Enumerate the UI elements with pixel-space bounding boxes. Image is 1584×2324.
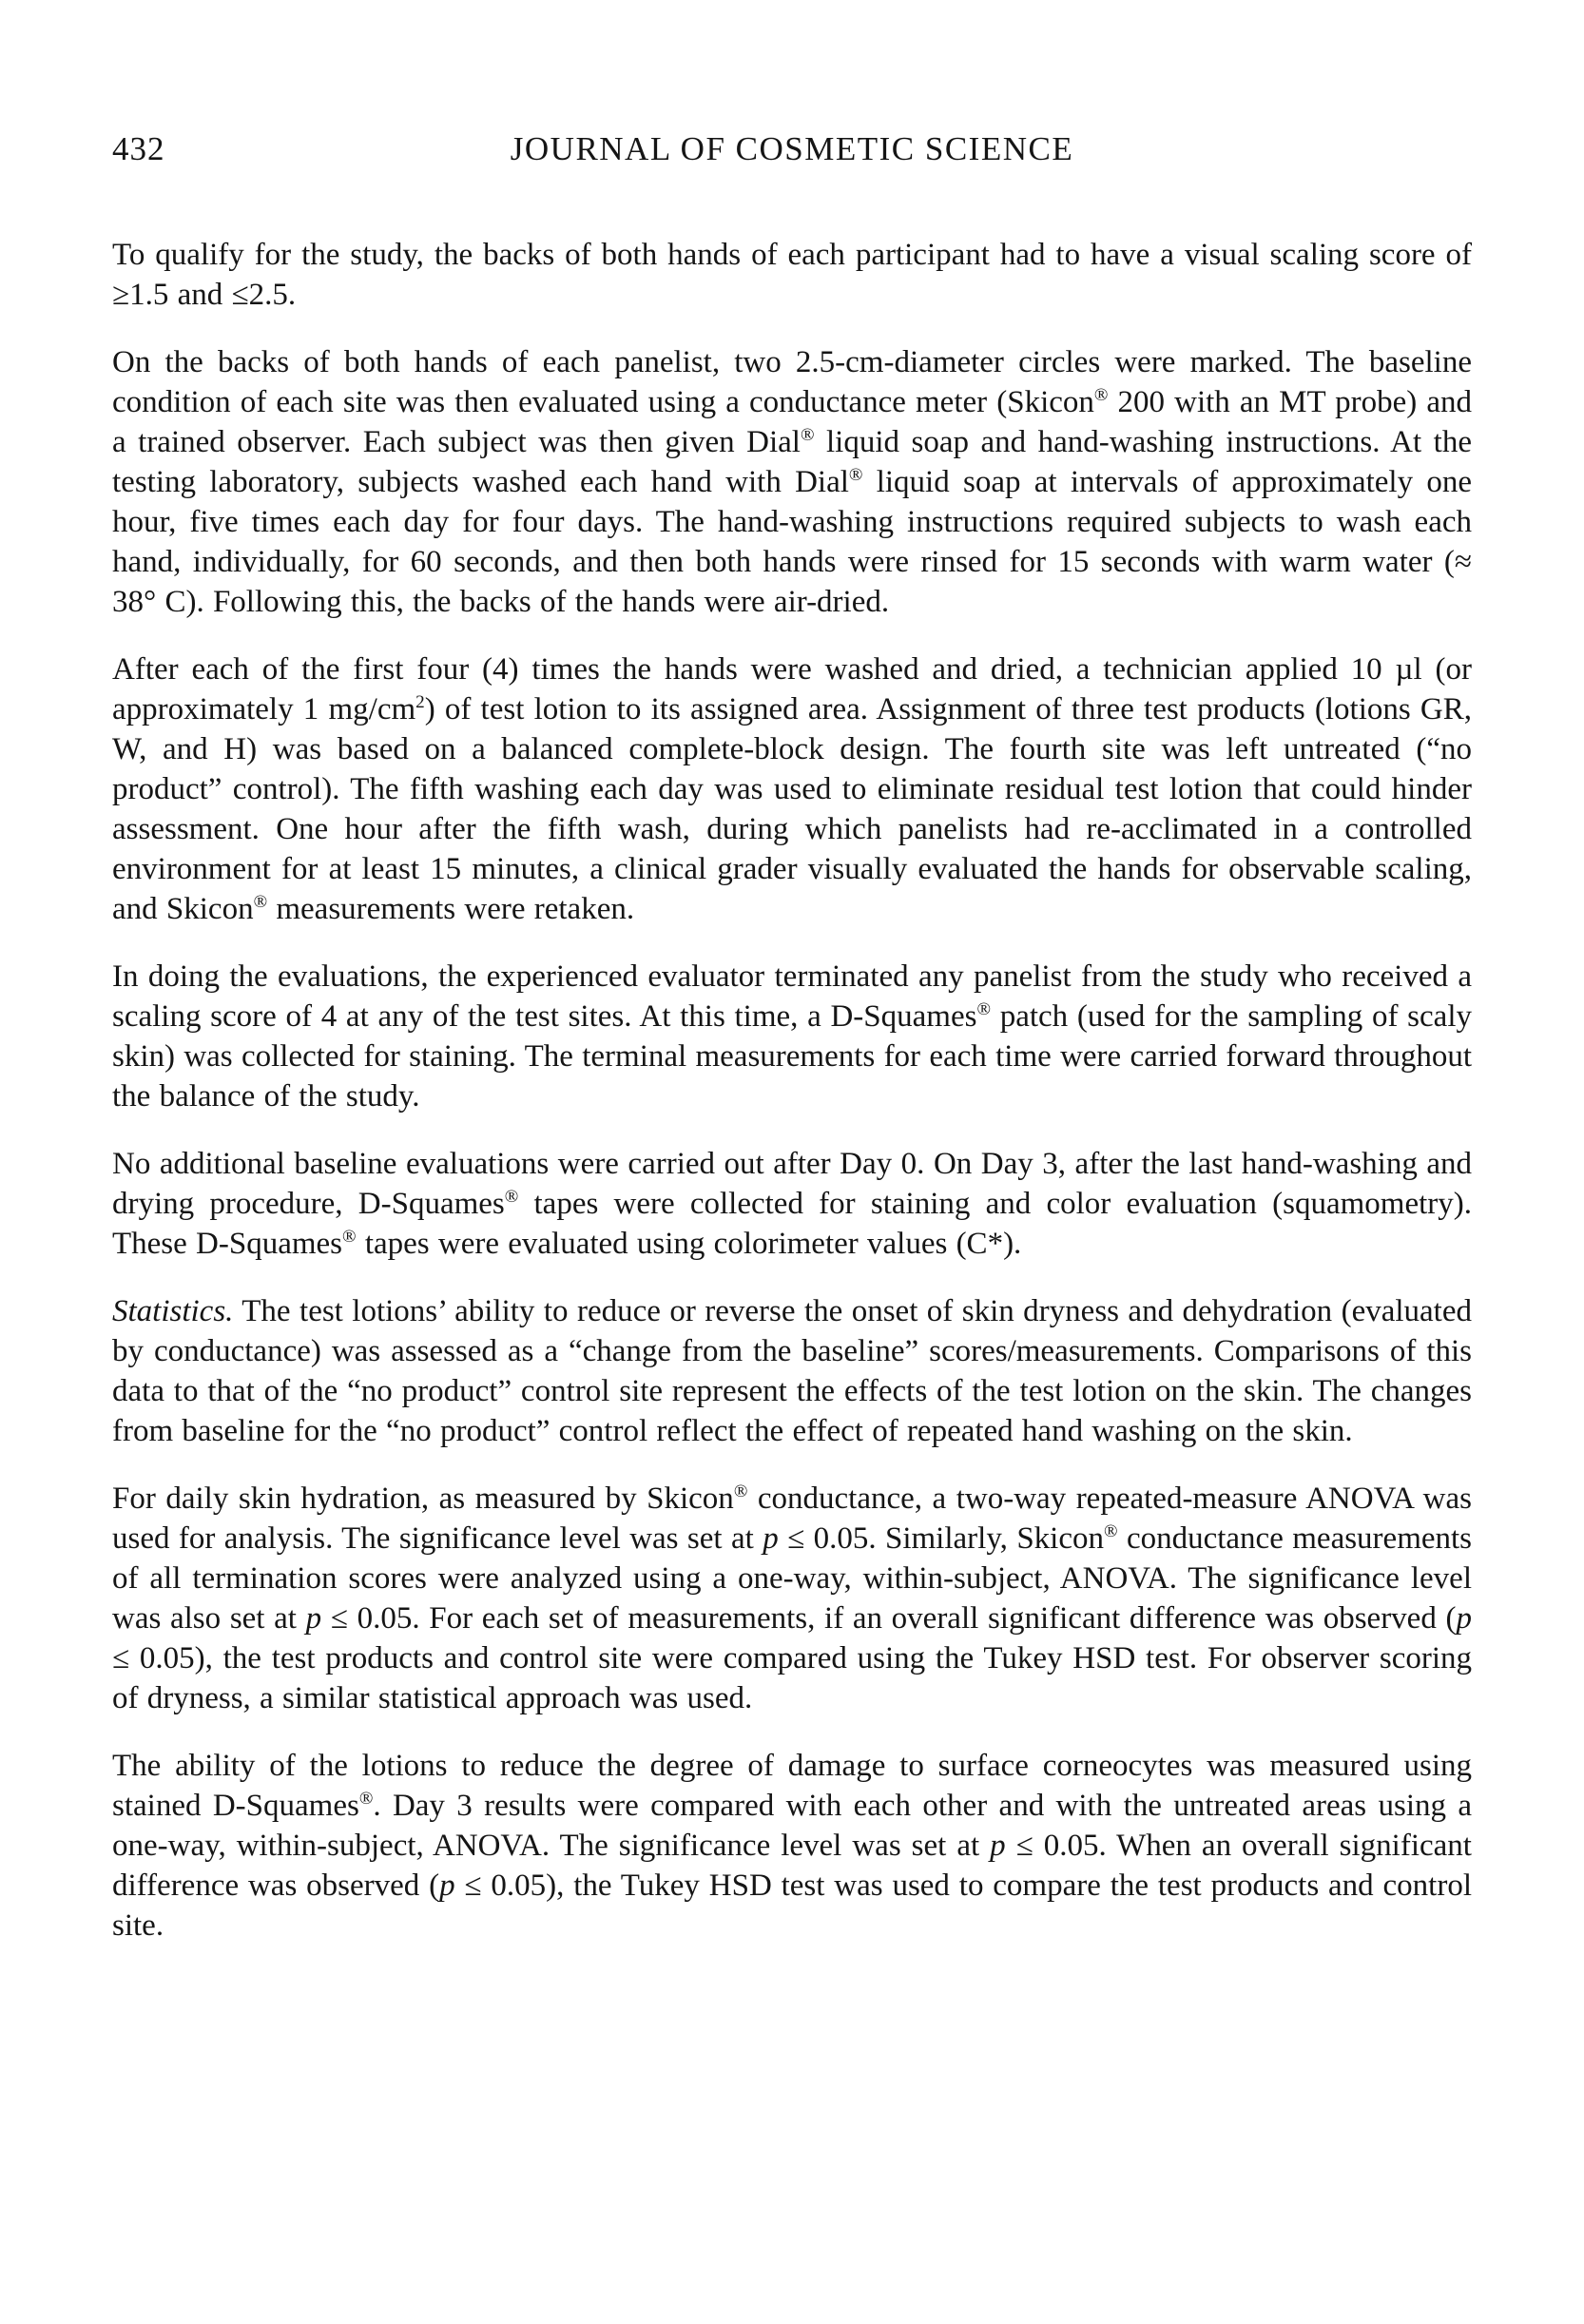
journal-title: JOURNAL OF COSMETIC SCIENCE: [510, 130, 1074, 167]
paragraph-6: Statistics. The test lotions’ ability to reduce or reverse the onset of skin dryness and dehydration (evaluated by conductance) was assessed as a “change from the baseline” scores/measurements. Comparisons of this data to that of the “no product” control site represent the effects of the test lotion on the skin. The changes from baseline for the “no product” control reflect the effect of repeated hand washing on the skin.: [112, 1294, 1472, 1448]
italic-run: Statistics.: [112, 1294, 234, 1328]
paragraph-3: After each of the first four (4) times the hands were washed and dried, a technician applied 10 µl (or approximately 1 $mg/cm^2$) of test lotion to its assigned area. Assignment of three test products (lotions GR, W, and H) was based on a balanced complete-block design. The fourth site was left untreated (“no product” control). The fifth washing each day was used to eliminate residual test lotion that could hinder assessment. One hour after the fifth wash, during which panelists had re-acclimated in a controlled environment for at least 15 minutes, a clinical grader visually evaluated the hands for observable scaling, and Skicon® measurements were retaken.: [112, 652, 1472, 926]
superscript-run: ®: [253, 892, 268, 912]
italic-run: p: [305, 1601, 322, 1636]
page-header: [112, 130, 1472, 172]
paragraph-2: On the backs of both hands of each panelist, two 2.5-cm-diameter circles were marked. The baseline condition of each site was then evaluated using a conductance meter (Skicon® 200 with an MT probe) and a trained observer. Each subject was then given Dial® liquid soap and hand-washing instructions. At the testing laboratory, subjects washed each hand with Dial® liquid soap at intervals of approximately one hour, five times each day for four days. The hand-washing instructions required subjects to wash each hand, individually, for 60 seconds, and then both hands were rinsed for 15 seconds with warm water (≈ 38° C). Following this, the backs of the hands were air-dried.: [112, 345, 1472, 619]
superscript-run: ®: [504, 1187, 519, 1207]
superscript-run: ®: [1104, 1521, 1118, 1541]
italic-run: p: [990, 1829, 1006, 1863]
italic-run: p: [763, 1521, 779, 1556]
superscript-run: ®: [976, 999, 991, 1019]
italic-run: p: [1456, 1601, 1472, 1636]
superscript-run: 2: [415, 692, 425, 712]
superscript-run: ®: [358, 1789, 374, 1809]
paragraph-4: In doing the evaluations, the experienced evaluator terminated any panelist from the study who received a scaling score of 4 at any of the test sites. At this time, a D-Squames® patch (used for the sampling of scaly skin) was collected for staining. The terminal measurements for each time were carried forward throughout the balance of the study.: [112, 959, 1472, 1114]
superscript-run: ®: [733, 1482, 748, 1501]
paragraph-1: To qualify for the study, the backs of both hands of each participant had to have a visual scaling score of ≥1.5 and ≤2.5.: [112, 238, 1472, 312]
article-body: [112, 235, 1472, 1946]
paragraph-7: For daily skin hydration, as measured by Skicon® conductance, a two-way repeated-measure ANOVA was used for analysis. The significance level was set at p ≤ 0.05. Similarly, Skicon® conductance measurements of all termination scores were analyzed using a one-way, within-subject, ANOVA. The significance level was also set at p ≤ 0.05. For each set of measurements, if an overall significant difference was observed (p ≤ 0.05), the test products and control site were compared using the Tukey HSD test. For observer scoring of dryness, a similar statistical approach was used.: [112, 1482, 1473, 1715]
superscript-run: ®: [342, 1227, 357, 1247]
paragraph-5: No additional baseline evaluations were carried out after Day 0. On Day 3, after the last hand-washing and drying procedure, D-Squames® tapes were collected for staining and color evaluation (squamometry). These D-Squames® tapes were evaluated using colorimeter values (C*).: [112, 1147, 1472, 1261]
page-number: 432: [112, 130, 165, 167]
italic-run: p: [439, 1869, 455, 1903]
superscript-run: ®: [848, 465, 863, 485]
superscript-run: ®: [800, 425, 815, 445]
superscript-run: ®: [1093, 385, 1109, 405]
paragraph-8: The ability of the lotions to reduce the degree of damage to surface corneocytes was measured using stained D-Squames®. Day 3 results were compared with each other and with the untreated areas using a one-way, within-subject, ANOVA. The significance level was set at p ≤ 0.05. When an overall significant difference was observed (p ≤ 0.05), the Tukey HSD test was used to compare the test products and control site.: [112, 1749, 1473, 1943]
